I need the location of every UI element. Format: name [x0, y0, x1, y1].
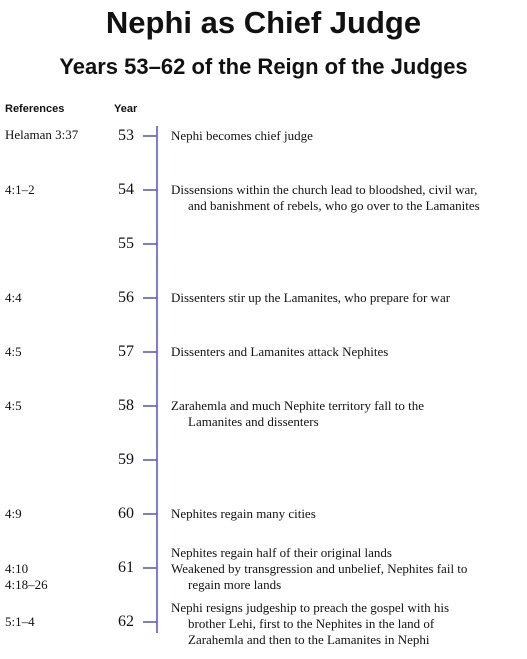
- event-line: brother Lehi, first to the Nephites in the land of: [188, 616, 435, 631]
- reference-label: 4:5: [5, 344, 22, 359]
- reference-label: 4:5: [5, 398, 22, 413]
- event-line: Dissenters and Lamanites attack Nephites: [171, 344, 389, 359]
- event-line: Nephi resigns judgeship to preach the gospel with his: [171, 600, 450, 615]
- year-label: 56: [118, 289, 134, 306]
- event-line: Zarahemla and then to the Lamanites in Nephi: [188, 632, 430, 647]
- event-text: [171, 561, 467, 593]
- event-line: regain more lands: [188, 577, 282, 592]
- reference-label: 4:1–2: [5, 182, 35, 197]
- event-line: Nephites regain many cities: [171, 506, 316, 521]
- reference-label: 5:1–4: [5, 614, 35, 629]
- event-text: [171, 506, 316, 522]
- year-label: 61: [118, 559, 134, 576]
- reference-label: 4:10: [5, 561, 29, 576]
- year-label: 59: [118, 451, 134, 468]
- year-label: 55: [118, 235, 134, 252]
- event-text: [171, 128, 313, 144]
- year-label: 62: [118, 613, 134, 630]
- year-label: 57: [118, 343, 134, 360]
- event-line: and banishment of rebels, who go over to the Lamanites: [188, 198, 480, 213]
- reference-label: 4:9: [5, 506, 22, 521]
- year-label: 54: [118, 181, 134, 198]
- event-line: Nephi becomes chief judge: [171, 128, 313, 143]
- event-line: Dissensions within the church lead to bloodshed, civil war,: [171, 182, 478, 197]
- event-text: [171, 182, 480, 214]
- event-line: Dissenters stir up the Lamanites, who prepare for war: [171, 290, 451, 305]
- event-text: [171, 290, 450, 306]
- event-text: [171, 545, 392, 561]
- event-line: Nephites regain half of their original lands: [171, 545, 392, 560]
- references-column-header: References: [5, 103, 65, 115]
- page-title: Nephi as Chief Judge: [105, 5, 422, 40]
- reference-label: 4:18–26: [5, 577, 48, 592]
- event-line: Weakened by transgression and unbelief, Nephites fail to: [171, 561, 468, 576]
- event-text: [171, 344, 388, 360]
- reference-label: Helaman 3:37: [5, 127, 79, 142]
- event-text: [171, 600, 449, 648]
- event-line: Zarahemla and much Nephite territory fall to the: [171, 398, 425, 413]
- year-column-header: Year: [114, 103, 138, 115]
- year-label: 58: [118, 397, 134, 414]
- event-line: Lamanites and dissenters: [188, 414, 319, 429]
- year-label: 60: [118, 505, 134, 522]
- reference-label: 4:4: [5, 290, 22, 305]
- event-text: [171, 398, 424, 430]
- page-subtitle: Years 53–62 of the Reign of the Judges: [59, 54, 468, 79]
- year-label: 53: [118, 127, 134, 144]
